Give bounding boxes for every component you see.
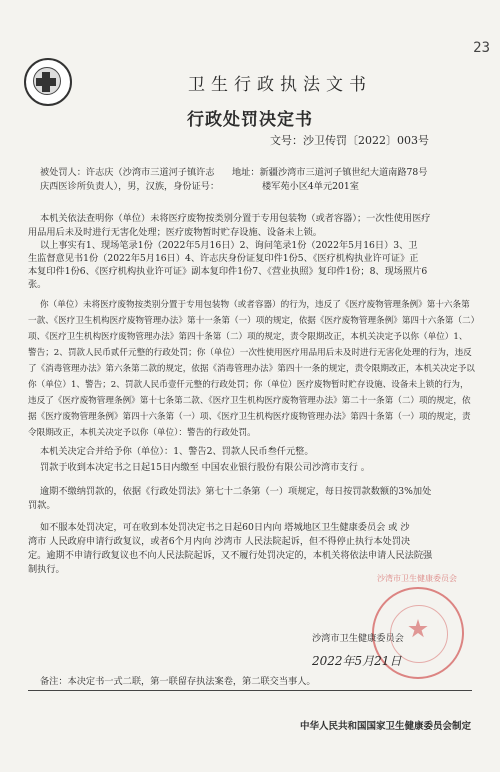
document-footer: 中华人民共和国国家卫生健康委员会制定 — [300, 721, 472, 732]
address-line-2: 楼军苑小区4单元201室 — [262, 181, 359, 192]
findings-line: 本机关依法查明你（单位）未将医疗废物按类别分置于专用包装物（或者容器）；一次性使用医疗 — [40, 213, 431, 224]
document-note: 备注：本决定书一式二联，第一联留存执法案卷，第二联交当事人。 — [40, 676, 316, 687]
violation-line: 你（单位）1、警告；2、罚款人民币壹仟元整的行政处罚；你（单位）医疗废物暂时贮存设施、设备未上锁的行为， — [28, 380, 469, 390]
evidence-line: 以上事实有1、现场笔录1份（2022年5月16日）2、询问笔录1份（2022年5月16日）3、卫 — [40, 240, 418, 251]
violation-line: 据《医疗废物管理条例》第四十六条第（一）项、《医疗卫生机构医疗废物管理办法》第四十条第（一）项的规定，责 — [28, 412, 471, 422]
appeal-line: 如不服本处罚决定，可在收到本处罚决定书之日起60日内向 塔城地区卫生健康委员会 或 沙 — [40, 522, 410, 533]
party-line-2: 庆西医诊所负责人），男，汉族，身份证号： — [40, 181, 220, 192]
document-number: 文号：沙卫传罚〔2022〕003号 — [270, 134, 429, 147]
issue-date: 2022年5月21日 — [312, 654, 402, 668]
evidence-line: 本复印件1份6、《医疗机构执业许可证》副本复印件1份7、《营业执照》复印件1份；8、现场照片6 — [28, 266, 428, 277]
official-seal-text: 沙湾市卫生健康委员会 — [377, 574, 457, 583]
late-payment-line: 逾期不缴纳罚款的，依据《行政处罚法》第七十二条第（一）项规定，每日按罚款数额的3%加处 — [40, 486, 432, 497]
violation-line: 违反了《医疗废物管理条例》第十七条第二款、《医疗卫生机构医疗废物管理办法》第二十一条第（二）项的规定，依 — [28, 396, 471, 406]
appeal-line: 湾市 人民政府申请行政复议，或者6个月内向 沙湾市 人民法院起诉，但不得停止执行本处罚决 — [28, 536, 411, 547]
violation-line: 一款、《医疗卫生机构医疗废物管理办法》第十一条第（一）项的规定，依据《医疗废物管理条例》第四十六条第（二） — [28, 316, 480, 326]
document-header: 卫生行政执法文书 — [188, 75, 372, 95]
divider — [28, 690, 472, 691]
violation-line: 令限期改正，本机关决定予以你（单位）：警告的行政处罚。 — [28, 428, 256, 438]
payment-line: 罚款于收到本决定书之日起15日内缴至 中国农业银行股份有限公司沙湾市支行 。 — [40, 462, 370, 473]
penalty-line: 本机关决定合并给予你（单位）：1、警告2、罚款人民币叁仟元整。 — [40, 446, 314, 457]
appeal-line: 制执行。 — [28, 564, 65, 575]
emblem-icon — [24, 58, 72, 106]
address-line-1: 地址：新疆沙湾市三道河子镇世纪大道南路78号 — [232, 167, 428, 178]
violation-line: 了《消毒管理办法》第六条第二款的规定，依据《消毒管理办法》第四十一条的规定，责令限期改正，本机关决定予以 — [28, 364, 475, 374]
party-line-1: 被处罚人：许志庆（沙湾市三道河子镇许志 — [40, 167, 215, 178]
violation-line: 警告；2、罚款人民币贰仟元整的行政处罚；你（单位）一次性使用医疗用品用后未及时进行无害化处理的行为，违反 — [28, 348, 472, 358]
late-payment-line: 罚款。 — [28, 500, 56, 511]
corner-mark: 23 — [473, 40, 490, 56]
findings-line: 用品用后未及时进行无害化处理；医疗废物暂时贮存设施、设备未上锁。 — [28, 227, 322, 238]
violation-line: 你（单位）未将医疗废物按类别分置于专用包装物（或者容器）的行为，违反了《医疗废物管理条例》第十六条第 — [40, 300, 470, 310]
appeal-line: 定。逾期不申请行政复议也不向人民法院起诉，又不履行处罚决定的，本机关将依法申请人民法院强 — [28, 550, 433, 561]
evidence-line: 生监督意见书1份（2022年5月16日）4、许志庆身份证复印件1份5、《医疗机构执业许可证》正 — [28, 253, 419, 264]
issuing-organization: 沙湾市卫生健康委员会 — [312, 633, 404, 644]
document-title: 行政处罚决定书 — [187, 110, 313, 130]
violation-line: 项、《医疗卫生机构医疗废物管理办法》第四十条第（二）项的规定，责令限期改正，本机关决定予以你（单位）1、 — [28, 332, 468, 342]
evidence-line: 张。 — [28, 279, 47, 290]
